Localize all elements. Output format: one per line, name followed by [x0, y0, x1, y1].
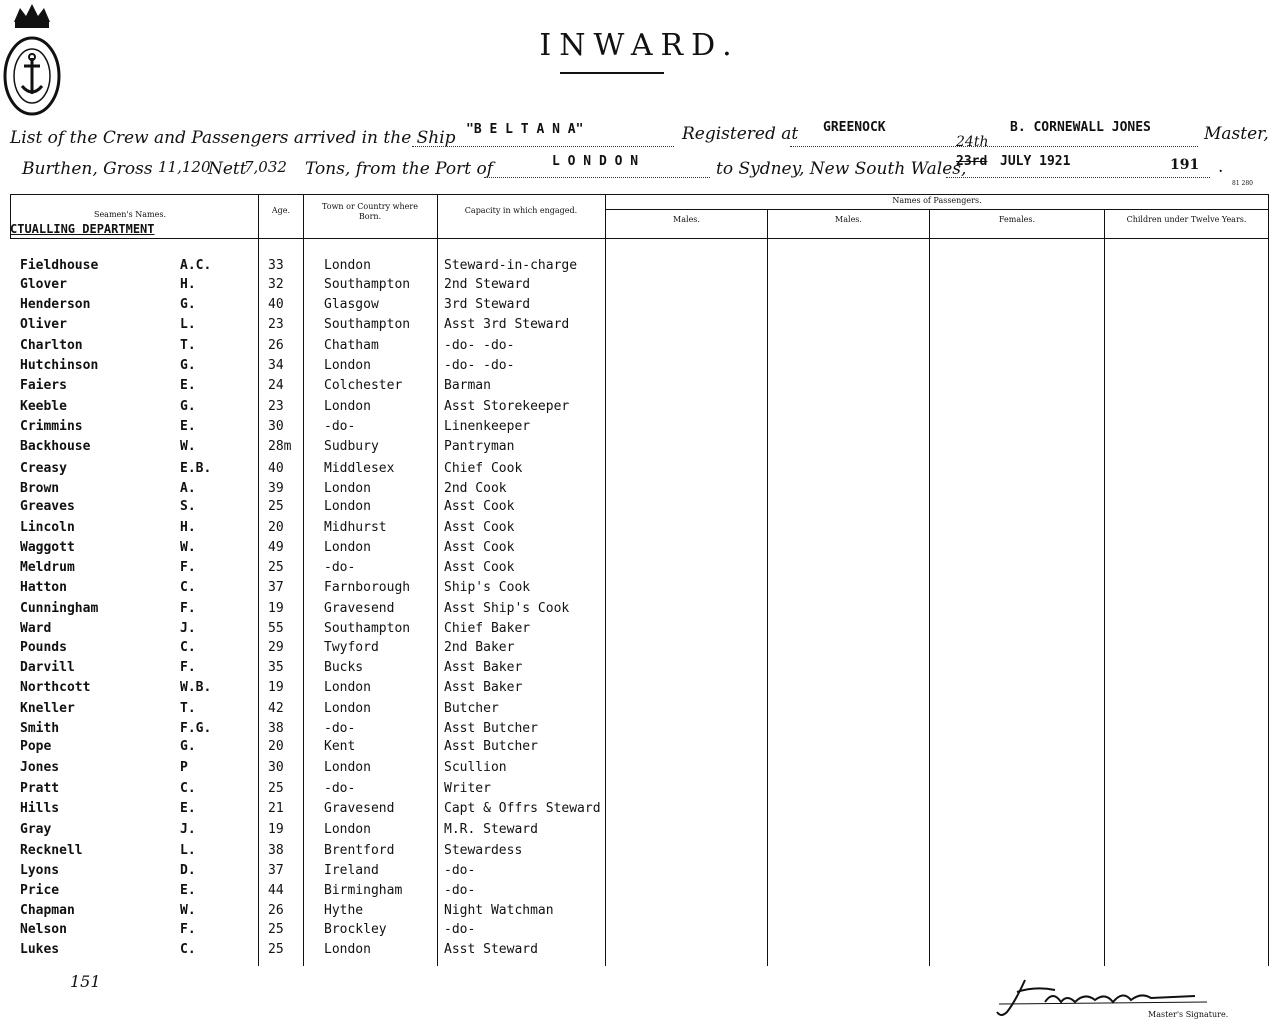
table-row: [0, 481, 1279, 499]
crew-surname: Fieldhouse: [20, 258, 99, 273]
table-row: [0, 601, 1279, 619]
crew-age: 19: [268, 680, 284, 695]
table-row: [0, 499, 1279, 517]
col-females: Females.: [998, 215, 1036, 224]
crew-capacity: Asst Storekeeper: [444, 399, 570, 414]
crew-initials: G.: [180, 739, 196, 754]
crew-age: 29: [268, 640, 284, 655]
date-struck: 23rd: [956, 154, 988, 169]
crew-birthplace: Southampton: [324, 621, 411, 636]
table-row: [0, 399, 1279, 417]
crew-capacity: -do- -do-: [444, 358, 515, 373]
master-signature-caption: Master's Signature.: [1148, 1010, 1229, 1019]
crew-birthplace: Bucks: [324, 660, 364, 675]
table-top-rule: [10, 194, 1269, 195]
crew-initials: W.: [180, 903, 196, 918]
date-correction: 24th: [956, 134, 989, 150]
col-town: Town or Country where Born.: [322, 202, 418, 221]
crew-capacity: Asst 3rd Steward: [444, 317, 570, 332]
crew-capacity: -do-: [444, 863, 476, 878]
crew-age: 28m: [268, 439, 292, 454]
crew-surname: Crimmins: [20, 419, 83, 434]
crew-age: 23: [268, 317, 284, 332]
crew-birthplace: -do-: [324, 560, 356, 575]
crew-surname: Hutchinson: [20, 358, 99, 373]
crew-birthplace: Brentford: [324, 843, 395, 858]
crew-age: 37: [268, 863, 284, 878]
crew-initials: W.B.: [180, 680, 212, 695]
crew-initials: T.: [180, 701, 196, 716]
crew-age: 39: [268, 481, 284, 496]
crew-age: 42: [268, 701, 284, 716]
crew-surname: Nelson: [20, 922, 67, 937]
crew-initials: C.: [180, 942, 196, 957]
crew-surname: Pope: [20, 739, 52, 754]
crew-surname: Recknell: [20, 843, 83, 858]
crew-capacity: Asst Cook: [444, 520, 515, 535]
table-row: [0, 258, 1279, 276]
crew-surname: Creasy: [20, 461, 67, 476]
crew-initials: E.: [180, 883, 196, 898]
crew-capacity: Writer: [444, 781, 491, 796]
table-row: [0, 378, 1279, 396]
crew-surname: Charlton: [20, 338, 83, 353]
col-seamen-names: Seamen's Names.: [93, 210, 167, 219]
crew-capacity: Ship's Cook: [444, 580, 531, 595]
table-row: [0, 822, 1279, 840]
port-label: Tons, from the Port of: [305, 159, 494, 179]
table-row: [0, 640, 1279, 658]
crew-surname: Henderson: [20, 297, 91, 312]
table-row: [0, 560, 1279, 578]
crew-initials: A.C.: [180, 258, 212, 273]
table-row: [0, 660, 1279, 678]
total-crew-mark: 151: [70, 972, 101, 991]
crew-surname: Greaves: [20, 499, 75, 514]
crew-age: 25: [268, 942, 284, 957]
crew-initials: D.: [180, 863, 196, 878]
crew-birthplace: Brockley: [324, 922, 387, 937]
crew-age: 38: [268, 721, 284, 736]
table-row: [0, 317, 1279, 335]
nett-tonnage: 7,032: [244, 158, 287, 176]
crew-age: 40: [268, 461, 284, 476]
registered-port: GREENOCK: [823, 120, 886, 135]
passenger-subheader-rule: [606, 209, 1269, 210]
col-passengers: Names of Passengers.: [892, 196, 982, 205]
header-bottom-rule: [10, 238, 1269, 239]
crew-capacity: Pantryman: [444, 439, 515, 454]
table-row: [0, 883, 1279, 901]
crew-initials: J.: [180, 621, 196, 636]
crew-birthplace: London: [324, 499, 371, 514]
table-row: [0, 760, 1279, 778]
crew-birthplace: Chatham: [324, 338, 379, 353]
table-row: [0, 419, 1279, 437]
table-row: [0, 680, 1279, 698]
table-row: [0, 297, 1279, 315]
crew-age: 30: [268, 419, 284, 434]
crew-birthplace: Ireland: [324, 863, 379, 878]
table-row: [0, 903, 1279, 921]
table-row: [0, 439, 1279, 457]
crew-surname: Faiers: [20, 378, 67, 393]
crew-surname: Lincoln: [20, 520, 75, 535]
crew-capacity: Night Watchman: [444, 903, 554, 918]
table-row: [0, 580, 1279, 598]
gross-tonnage: 11,120: [158, 158, 211, 176]
crew-capacity: Asst Baker: [444, 660, 523, 675]
crew-age: 20: [268, 520, 284, 535]
crew-birthplace: Southampton: [324, 277, 411, 292]
table-row: [0, 621, 1279, 639]
burthen-label: Burthen, Gross: [22, 159, 153, 179]
crew-surname: Darvill: [20, 660, 75, 675]
crew-initials: C.: [180, 781, 196, 796]
ship-name: "B E L T A N A": [466, 122, 584, 137]
crew-age: 24: [268, 378, 284, 393]
crew-initials: W.: [180, 540, 196, 555]
crew-surname: Pratt: [20, 781, 60, 796]
registered-label: Registered at: [682, 124, 799, 144]
crew-surname: Kneller: [20, 701, 75, 716]
table-row: [0, 701, 1279, 719]
crew-age: 26: [268, 903, 284, 918]
crew-surname: Meldrum: [20, 560, 75, 575]
crew-birthplace: London: [324, 760, 371, 775]
crew-initials: T.: [180, 338, 196, 353]
table-row: [0, 540, 1279, 558]
crew-capacity: Stewardess: [444, 843, 523, 858]
crew-surname: Chapman: [20, 903, 75, 918]
crew-age: 19: [268, 822, 284, 837]
crew-surname: Jones: [20, 760, 60, 775]
table-row: [0, 843, 1279, 861]
crew-initials: G.: [180, 297, 196, 312]
crew-capacity: Asst Steward: [444, 942, 538, 957]
table-row: [0, 358, 1279, 376]
crew-birthplace: Middlesex: [324, 461, 395, 476]
crew-surname: Gray: [20, 822, 52, 837]
crew-birthplace: London: [324, 258, 371, 273]
crew-birthplace: Gravesend: [324, 601, 395, 616]
crew-birthplace: -do-: [324, 781, 356, 796]
crew-surname: Cunningham: [20, 601, 99, 616]
crew-birthplace: London: [324, 399, 371, 414]
crew-capacity: Linenkeeper: [444, 419, 531, 434]
crew-capacity: Asst Butcher: [444, 721, 538, 736]
master-label: Master,: [1204, 124, 1269, 144]
crew-initials: G.: [180, 358, 196, 373]
table-row: [0, 721, 1279, 739]
crew-capacity: Asst Cook: [444, 540, 515, 555]
crew-capacity: Capt & Offrs Steward: [444, 801, 601, 816]
crew-initials: F.G.: [180, 721, 212, 736]
crew-capacity: Chief Baker: [444, 621, 531, 636]
crew-birthplace: Twyford: [324, 640, 379, 655]
table-row: [0, 922, 1279, 940]
destination-label: to Sydney, New South Wales,: [716, 159, 967, 179]
crew-capacity: Asst Cook: [444, 499, 515, 514]
table-row: [0, 863, 1279, 881]
crew-initials: E.B.: [180, 461, 212, 476]
crew-capacity: 2nd Cook: [444, 481, 507, 496]
crew-initials: F.: [180, 560, 196, 575]
crew-capacity: Asst Cook: [444, 560, 515, 575]
crew-age: 55: [268, 621, 284, 636]
crew-surname: Price: [20, 883, 60, 898]
departure-port: L O N D O N: [552, 154, 639, 169]
crew-capacity: Scullion: [444, 760, 507, 775]
crew-initials: F.: [180, 660, 196, 675]
crew-surname: Hatton: [20, 580, 67, 595]
crew-birthplace: London: [324, 481, 371, 496]
col-children: Children under Twelve Years.: [1126, 215, 1247, 224]
crew-capacity: 2nd Baker: [444, 640, 515, 655]
crew-surname: Northcott: [20, 680, 91, 695]
col-capacity: Capacity in which engaged.: [464, 206, 578, 215]
crew-birthplace: Farnborough: [324, 580, 411, 595]
crew-initials: H.: [180, 277, 196, 292]
crew-initials: P: [180, 760, 188, 775]
form-number: 81 280: [1232, 180, 1253, 187]
crew-birthplace: Hythe: [324, 903, 364, 918]
crew-capacity: -do-: [444, 883, 476, 898]
crew-initials: S.: [180, 499, 196, 514]
crew-birthplace: Colchester: [324, 378, 403, 393]
crew-birthplace: Kent: [324, 739, 356, 754]
table-row: [0, 520, 1279, 538]
crew-initials: E.: [180, 419, 196, 434]
arrival-date: JULY 1921: [1000, 154, 1071, 169]
table-row: [0, 739, 1279, 757]
crew-capacity: M.R. Steward: [444, 822, 538, 837]
crew-surname: Hills: [20, 801, 60, 816]
crew-age: 21: [268, 801, 284, 816]
crew-initials: W.: [180, 439, 196, 454]
col-males-1: Males.: [673, 215, 700, 224]
crew-age: 25: [268, 922, 284, 937]
crew-initials: F.: [180, 922, 196, 937]
crew-surname: Lyons: [20, 863, 60, 878]
crew-age: 40: [268, 297, 284, 312]
crew-surname: Glover: [20, 277, 67, 292]
crew-initials: C.: [180, 640, 196, 655]
table-row: [0, 338, 1279, 356]
header-period: .: [1218, 157, 1224, 177]
crew-age: 23: [268, 399, 284, 414]
crew-birthplace: London: [324, 680, 371, 695]
crew-birthplace: London: [324, 358, 371, 373]
table-row: [0, 781, 1279, 799]
col-age: Age.: [271, 206, 291, 215]
crew-age: 20: [268, 739, 284, 754]
crew-capacity: -do-: [444, 922, 476, 937]
col-males-2: Males.: [835, 215, 862, 224]
crew-surname: Pounds: [20, 640, 67, 655]
master-name: B. CORNEWALL JONES: [1010, 120, 1151, 135]
crew-initials: E.: [180, 378, 196, 393]
crew-age: 38: [268, 843, 284, 858]
crew-age: 32: [268, 277, 284, 292]
crew-surname: Waggott: [20, 540, 75, 555]
crew-capacity: Barman: [444, 378, 491, 393]
table-row: [0, 461, 1279, 479]
crew-initials: L.: [180, 843, 196, 858]
crew-initials: G.: [180, 399, 196, 414]
crew-age: 25: [268, 560, 284, 575]
crew-birthplace: -do-: [324, 721, 356, 736]
crew-birthplace: London: [324, 540, 371, 555]
table-row: [0, 942, 1279, 960]
crew-age: 30: [268, 760, 284, 775]
crew-age: 26: [268, 338, 284, 353]
crew-capacity: Asst Ship's Cook: [444, 601, 570, 616]
crew-birthplace: London: [324, 822, 371, 837]
crew-age: 37: [268, 580, 284, 595]
crew-birthplace: Birmingham: [324, 883, 403, 898]
crew-age: 35: [268, 660, 284, 675]
crew-birthplace: Sudbury: [324, 439, 379, 454]
crew-capacity: Butcher: [444, 701, 499, 716]
table-row: [0, 801, 1279, 819]
crew-initials: F.: [180, 601, 196, 616]
crew-age: 34: [268, 358, 284, 373]
crew-capacity: Asst Butcher: [444, 739, 538, 754]
crew-capacity: Steward-in-charge: [444, 258, 578, 273]
crew-birthplace: Glasgow: [324, 297, 379, 312]
crew-age: 44: [268, 883, 284, 898]
crew-age: 25: [268, 781, 284, 796]
page-title: INWARD.: [539, 28, 740, 63]
crew-birthplace: -do-: [324, 419, 356, 434]
crew-birthplace: Midhurst: [324, 520, 387, 535]
crew-list-label: List of the Crew and Passengers arrived in the Ship: [10, 128, 456, 148]
crew-surname: Smith: [20, 721, 60, 736]
crew-birthplace: Gravesend: [324, 801, 395, 816]
crew-surname: Ward: [20, 621, 52, 636]
crew-capacity: 2nd Steward: [444, 277, 531, 292]
crew-surname: Keeble: [20, 399, 67, 414]
crew-capacity: -do- -do-: [444, 338, 515, 353]
crew-birthplace: Southampton: [324, 317, 411, 332]
crew-initials: C.: [180, 580, 196, 595]
crew-initials: L.: [180, 317, 196, 332]
crew-birthplace: London: [324, 942, 371, 957]
crew-capacity: Asst Baker: [444, 680, 523, 695]
crew-age: 19: [268, 601, 284, 616]
crew-initials: J.: [180, 822, 196, 837]
title-underline: [560, 72, 664, 74]
department-heading: CTUALLING DEPARTMENT: [10, 222, 155, 236]
crew-initials: A.: [180, 481, 196, 496]
crew-age: 49: [268, 540, 284, 555]
crew-age: 25: [268, 499, 284, 514]
crew-capacity: Chief Cook: [444, 461, 523, 476]
crew-birthplace: London: [324, 701, 371, 716]
crew-initials: H.: [180, 520, 196, 535]
printed-year: 191: [1170, 157, 1200, 173]
table-row: [0, 277, 1279, 295]
crew-surname: Oliver: [20, 317, 67, 332]
crew-surname: Lukes: [20, 942, 60, 957]
crew-age: 33: [268, 258, 284, 273]
crew-capacity: 3rd Steward: [444, 297, 531, 312]
crew-surname: Brown: [20, 481, 60, 496]
nett-label: Nett: [208, 159, 247, 179]
crew-surname: Backhouse: [20, 439, 91, 454]
crew-initials: E.: [180, 801, 196, 816]
